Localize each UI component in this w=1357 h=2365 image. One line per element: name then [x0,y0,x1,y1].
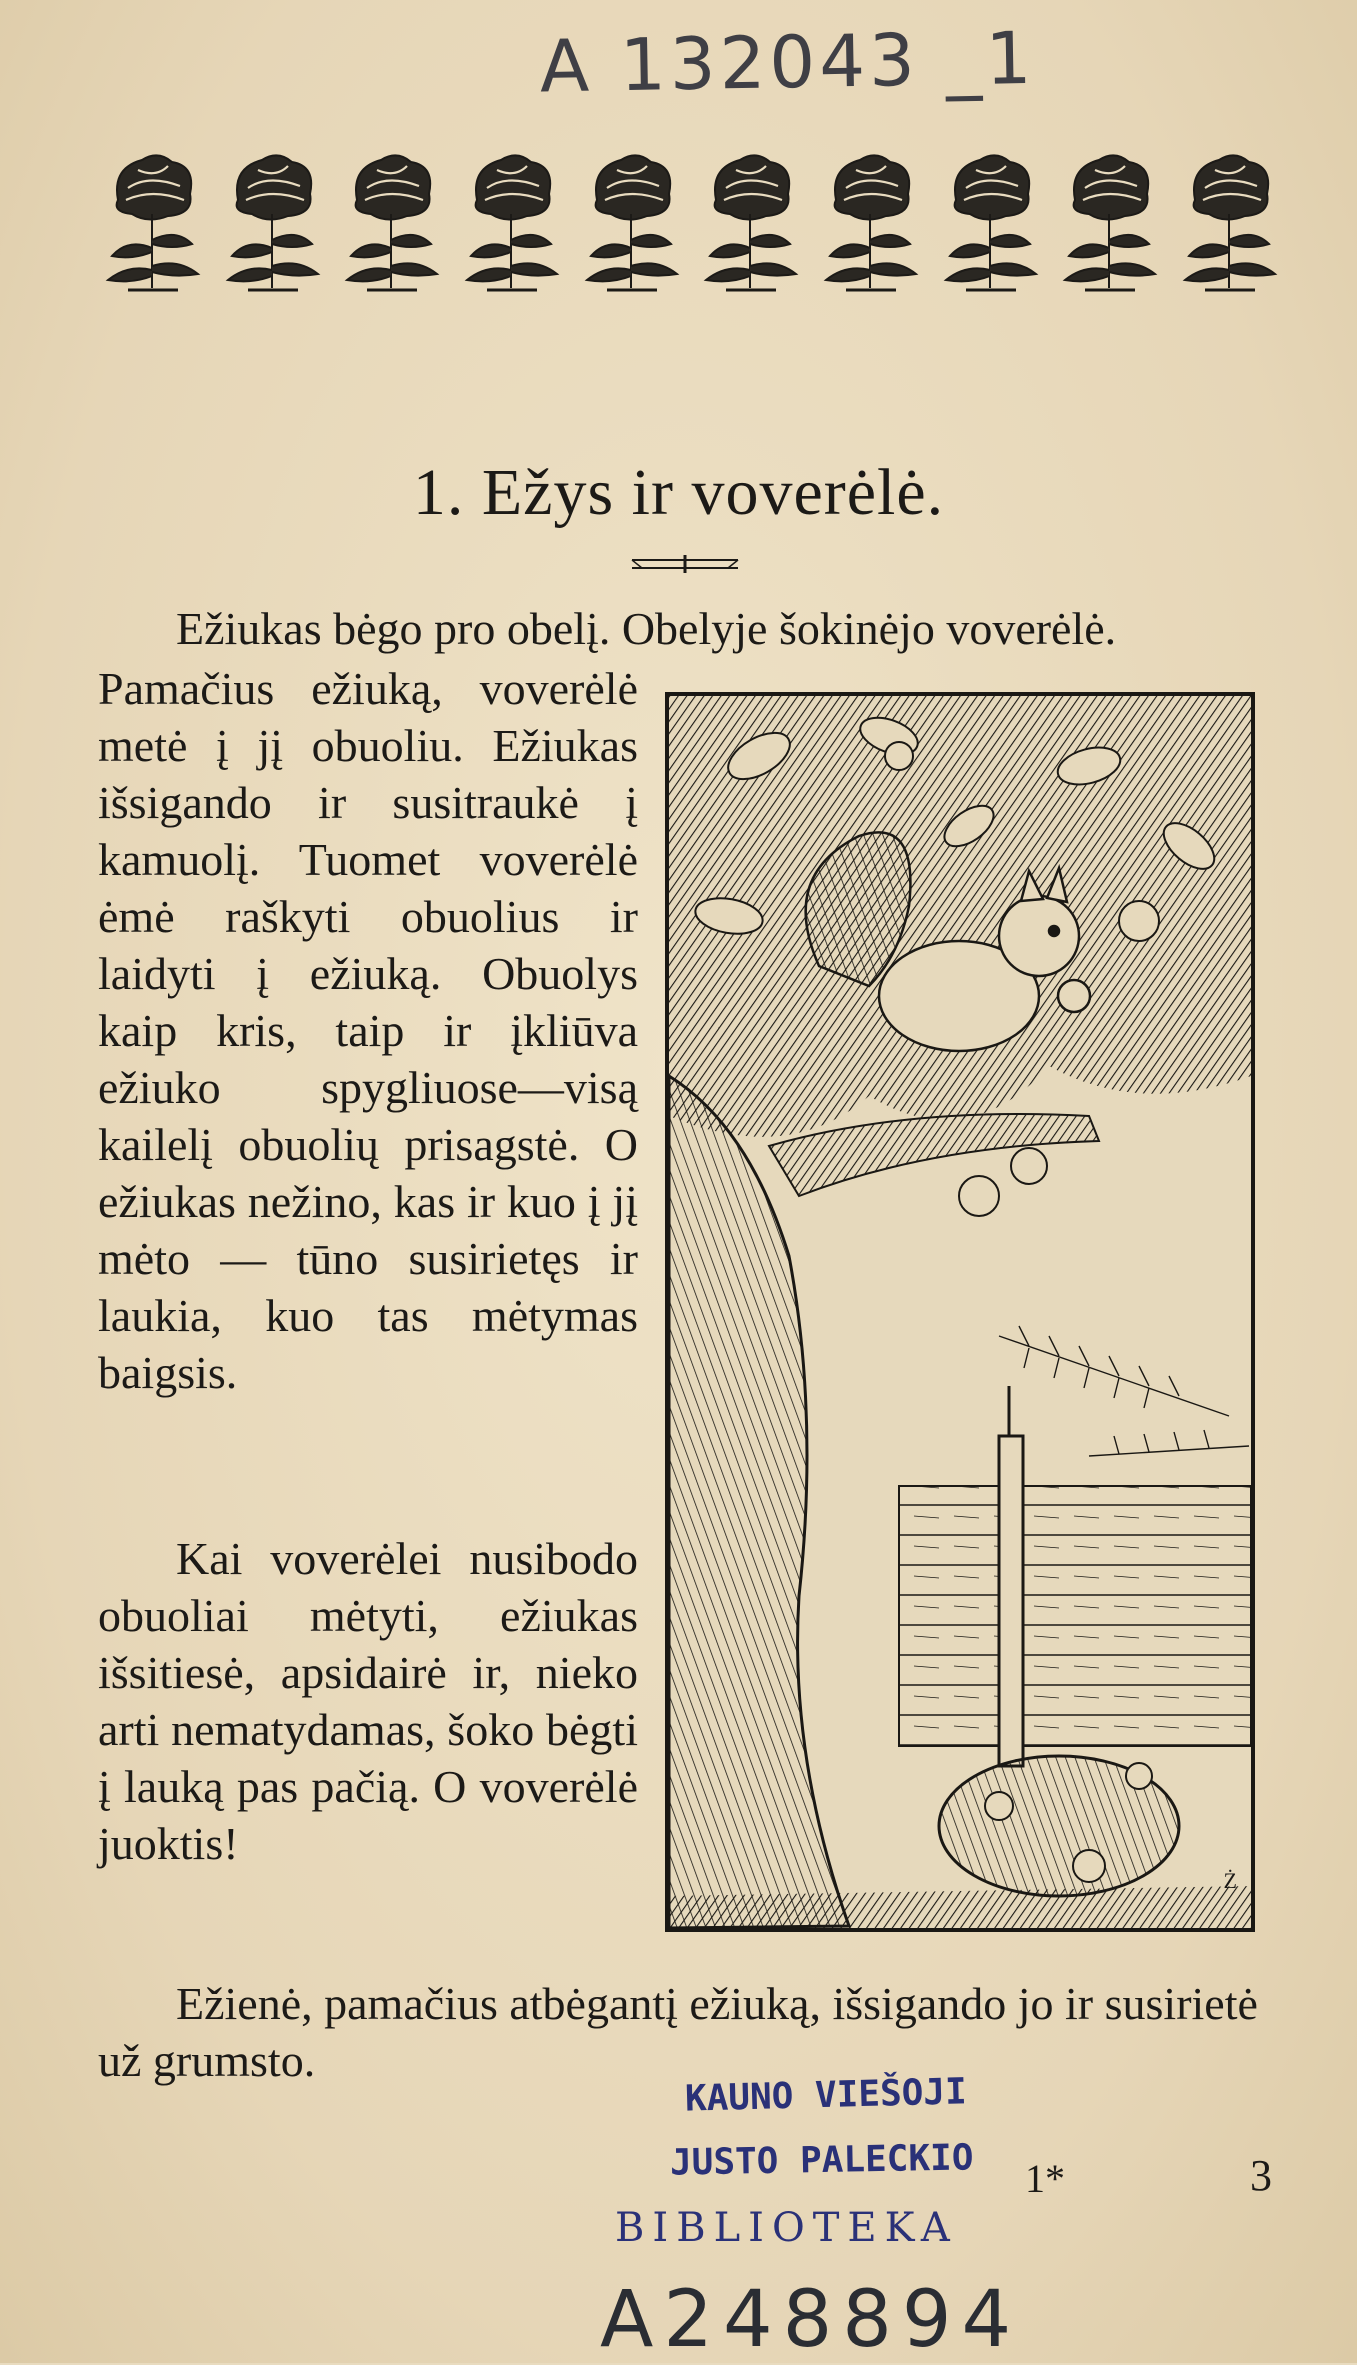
squirrel-and-hedgehog-woodcut-icon [669,696,1251,1928]
flower-ornament-icon [816,148,924,298]
paragraph-3: Ežienė, pamačius atbėgantį ežiuką, išsigando jo ir susirietė už grumsto. [98,1978,1258,2086]
divider-ornament-icon [630,552,740,576]
library-stamp-line-3: BIBLIOTEKA [615,2205,958,2251]
library-stamp-line-1: KAUNO VIEŠOJI [684,2071,968,2120]
flower-ornament-icon [1175,148,1283,298]
flower-ornament-icon [696,148,804,298]
flower-ornament-icon [218,148,326,298]
flower-ornament-icon [1055,148,1163,298]
flower-ornament-icon [936,148,1044,298]
page-number: 3 [1250,2151,1272,2200]
chapter-title: 1. Ežys ir voverėlė. [412,456,945,529]
library-stamp-line-2: JUSTO PALECKIO [669,2137,974,2184]
accession-number: A248894 [600,2275,1022,2365]
handwritten-catalog-number: A 132043 _1 [539,15,1037,109]
flower-ornament-icon [457,148,565,298]
paragraph-2: Kai voverėlei nusibodo obuoliai mėtyti, ežiukas išsitiesė, apsidairė ir, nieko arti nematydamas, šoko bėgti į lauką pas pačią. O voverėlė juoktis! [98,1533,638,1869]
illustrator-signature: Ż [1223,1868,1237,1893]
flower-ornament-icon [98,148,206,298]
paragraph-1-first-line: Ežiukas bėgo pro obelį. Obelyje šokinėjo voverėlė. [176,603,1117,654]
flower-ornament-icon [337,148,445,298]
squirrel-hedgehog-illustration [665,692,1255,1932]
paragraph-1-body: Pamačius ežiuką, voverėlė metė į jį obuoliu. Ežiukas išsigando ir susitraukė į kamuolį. Tuomet voverėlė ėmė raškyti obuolius ir laidyti į ežiuką. Obuolys kaip kris, taip ir įkliūva ežiuko spygliuose—visą kailelį obuolių prisagstė. O ežiukas nežino, kas ir kuo į jį mėto — tūno susirietęs ir laukia, kuo tas mėtymas baigsis. [98,663,638,1398]
signature-mark: 1* [1025,2156,1065,2201]
flower-ornament-icon [577,148,685,298]
flower-ornament-row [98,148,1283,298]
